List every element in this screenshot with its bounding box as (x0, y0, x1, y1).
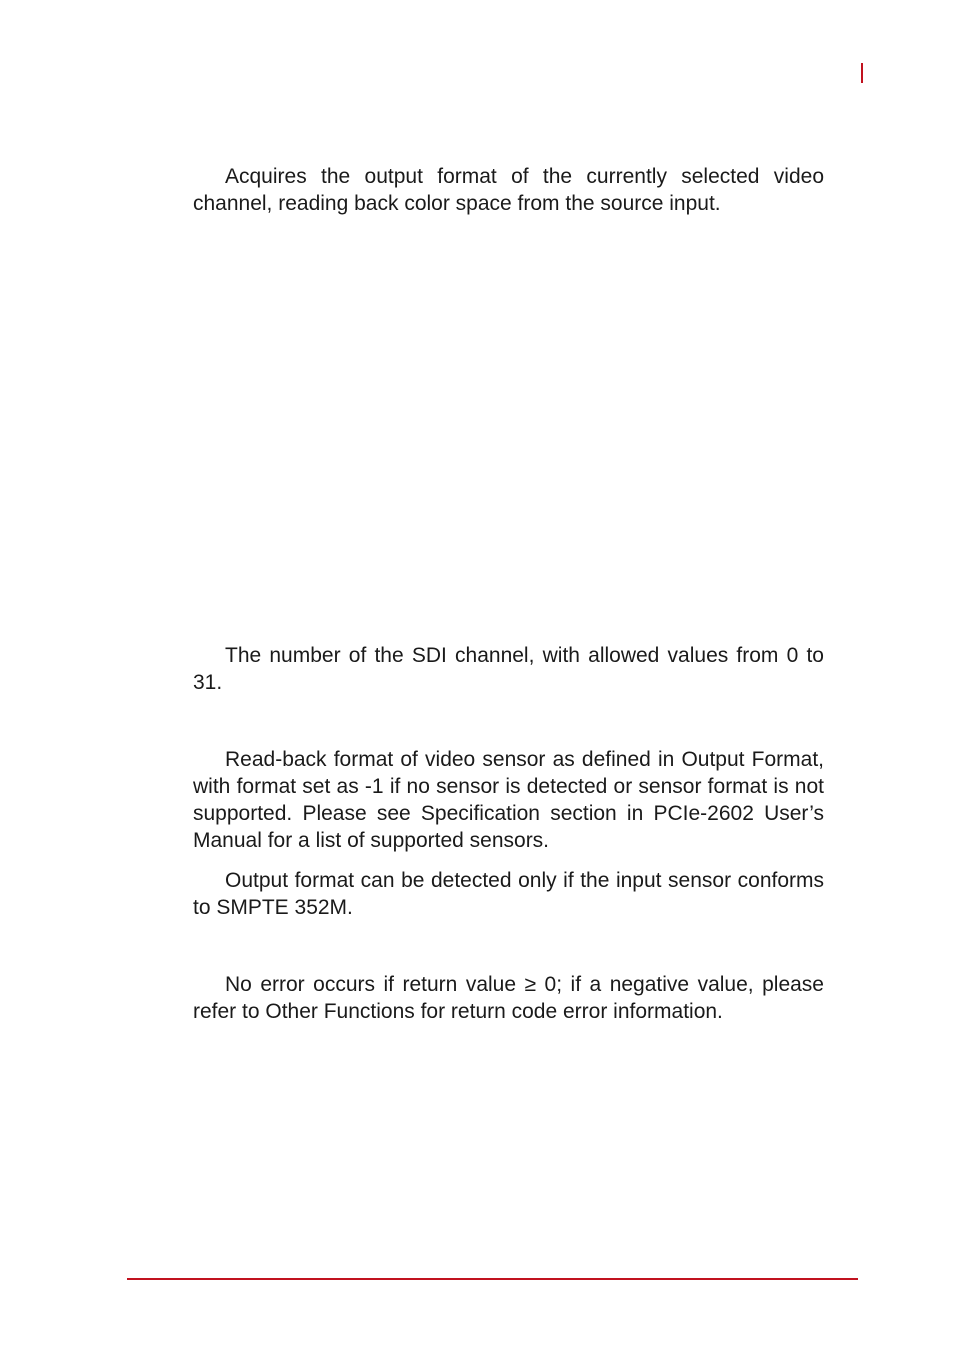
header-marker (861, 63, 863, 83)
function-description: Acquires the output format of the currently selected video channel, reading back color space from the source input. (193, 165, 824, 215)
channel-parameter-description: The number of the SDI channel, with allowed values from 0 to 31. (193, 644, 824, 694)
footer-rule (127, 1278, 858, 1280)
return-value-description: No error occurs if return value ≥ 0; if a negative value, please refer to Other Functions for return code error information. (193, 973, 824, 1023)
format-parameter-description: Read-back format of video sensor as defined in Output Format, with format set as -1 if no sensor is detected or sensor format is not supported. Please see Specification section in PCIe-2602 User’s Manual for a list of supported sensors. (193, 748, 824, 852)
format-detection-note: Output format can be detected only if the input sensor conforms to SMPTE 352M. (193, 869, 824, 919)
